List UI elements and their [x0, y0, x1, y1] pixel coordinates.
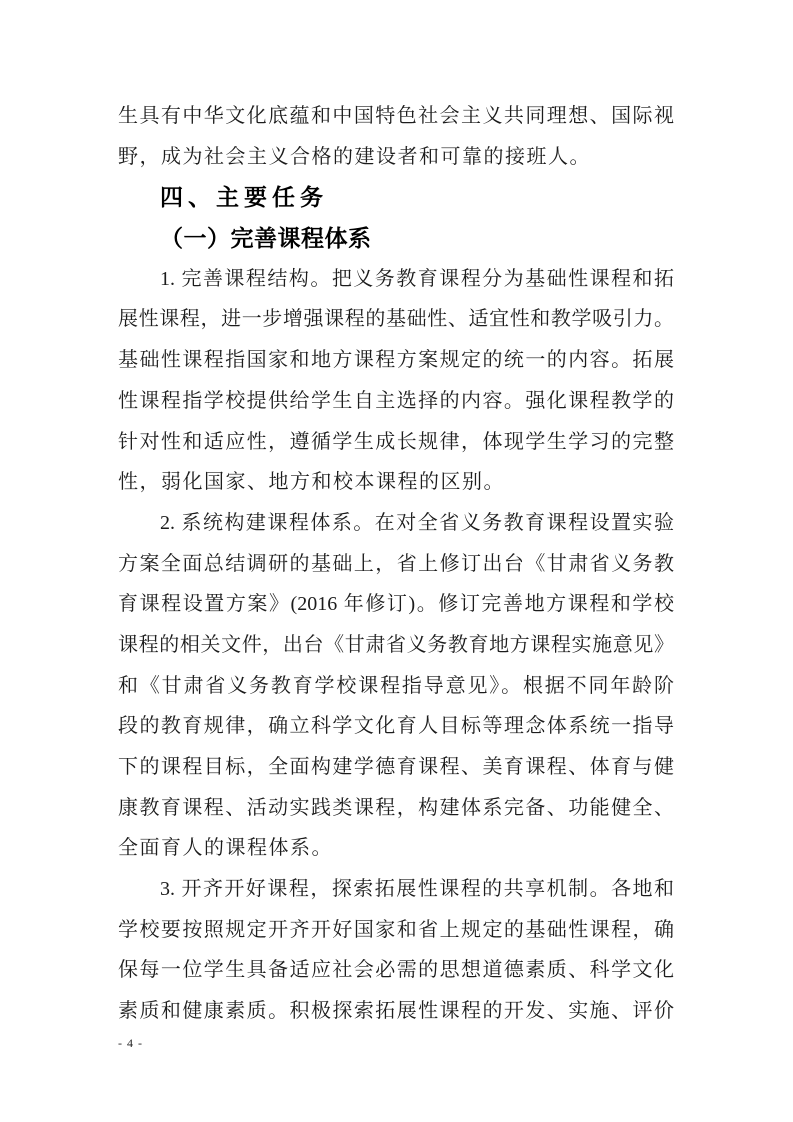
body-line: 康教育课程、活动实践类课程，构建体系完备、功能健全、 — [118, 796, 674, 819]
body-line: 和《甘肃省义务教育学校课程指导意见》。根据不同年龄阶 — [118, 674, 674, 697]
body-line: 展性课程，进一步增强课程的基础性、适宜性和教学吸引力。 — [118, 308, 674, 331]
body-line: 性，弱化国家、地方和校本课程的区别。 — [118, 471, 505, 494]
body-line: 性课程指学校提供给学生自主选择的内容。强化课程教学的 — [118, 389, 674, 412]
body-line: 学校要按照规定开齐开好国家和省上规定的基础性课程，确 — [118, 918, 674, 941]
body-line: 下的课程目标，全面构建学德育课程、美育课程、体育与健 — [118, 756, 674, 778]
body-line: 针对性和适应性，遵循学生成长规律，体现学生学习的完整 — [118, 430, 674, 453]
page-body — [118, 96, 674, 1032]
body-line: 保每一位学生具备适应社会必需的思想道德素质、科学文化 — [118, 959, 674, 982]
body-line: 段的教育规律，确立科学文化育人目标等理念体系统一指导 — [118, 715, 674, 738]
body-line: 素质和健康素质。积极探索拓展性课程的开发、实施、评价 — [118, 1000, 674, 1023]
body-line: 育课程设置方案》(2016 年修订)。修订完善地方课程和学校 — [118, 593, 674, 616]
body-line: 3. 开齐开好课程，探索拓展性课程的共享机制。各地和 — [160, 878, 674, 901]
body-line: 1. 完善课程结构。把义务教育课程分为基础性课程和拓 — [160, 267, 674, 290]
body-line: 全面育人的课程体系。 — [118, 837, 333, 860]
section-heading: 四、主要任务 — [160, 184, 328, 211]
body-line: 方案全面总结调研的基础上，省上修订出台《甘肃省义务教 — [118, 552, 674, 575]
body-line: 野，成为社会主义合格的建设者和可靠的接班人。 — [118, 145, 591, 168]
body-line: 2. 系统构建课程体系。在对全省义务教育课程设置实验 — [160, 511, 674, 534]
body-line: 课程的相关文件，出台《甘肃省义务教育地方课程实施意见》 — [118, 633, 674, 656]
body-line: 基础性课程指国家和地方课程方案规定的统一的内容。拓展 — [118, 349, 674, 372]
page-number: - 4 - — [118, 1036, 143, 1050]
body-line: 生具有中华文化底蕴和中国特色社会主义共同理想、国际视 — [118, 105, 674, 127]
subsection-heading: （一）完善课程体系 — [160, 225, 372, 252]
